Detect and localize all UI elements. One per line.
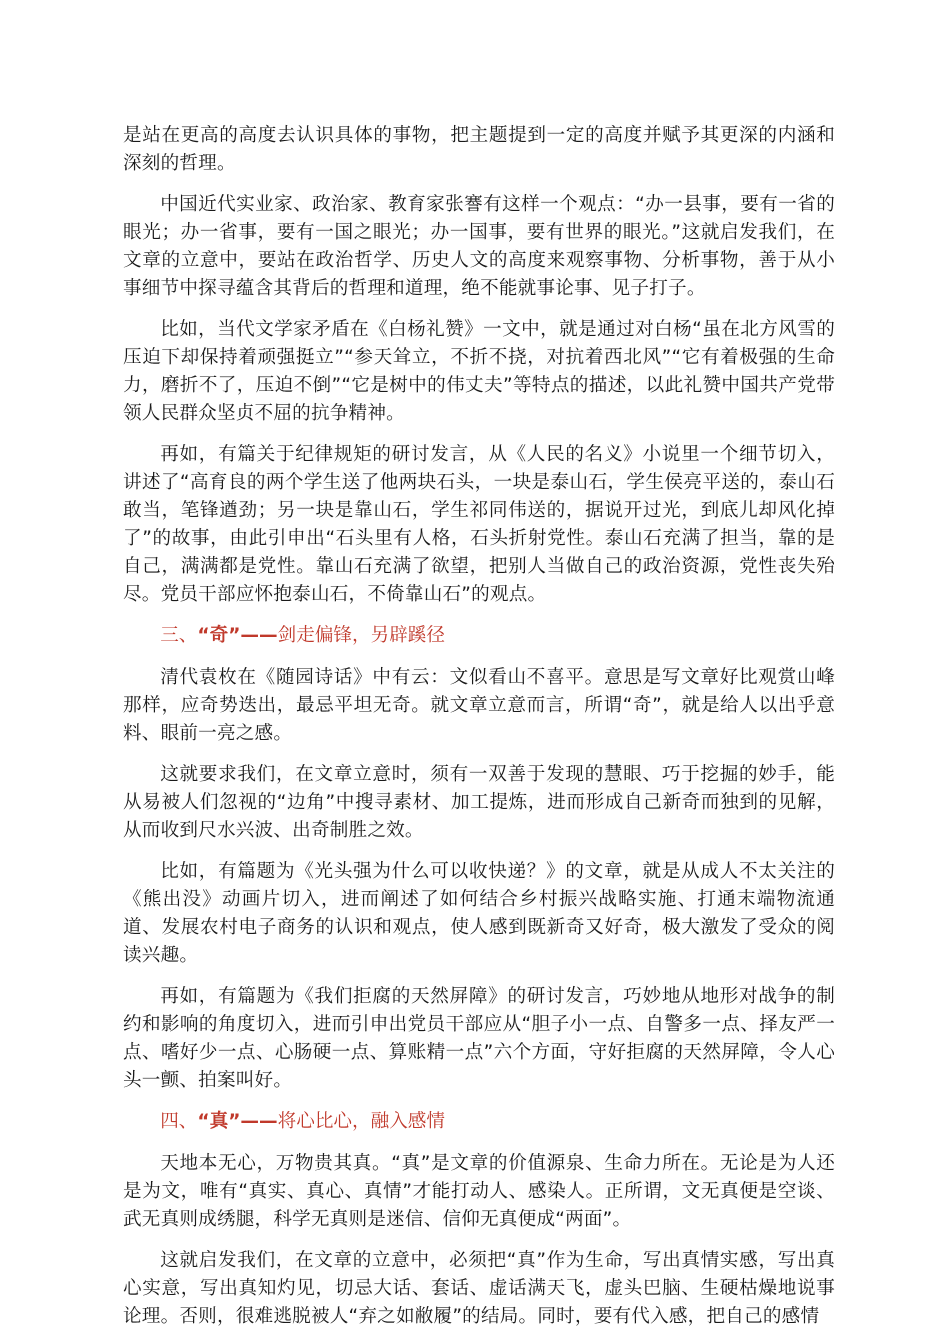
- section-heading-3: [123, 622, 835, 650]
- section-heading-3-text: 剑走偏锋，另辟蹊径: [277, 625, 445, 646]
- paragraph-9: 天地本无心，万物贵其真。“真”是文章的价值源泉、生命力所在。无论是为人还是为文，唯有“真实、真心、真情”才能打动人、感染人。正所谓，文无真便是空谈、武无真则成绣腿，科学无真则是迷信、信仰无真便成“两面”。: [123, 1153, 835, 1230]
- paragraph-1: 是站在更高的高度去认识具体的事物，把主题提到一定的高度并赋予其更深的内涵和深刻的哲理。: [123, 125, 835, 174]
- section-heading-4: [123, 1108, 835, 1136]
- paragraph-8: 再如，有篇题为《我们拒腐的天然屏障》的研讨发言，巧妙地从地形对战争的制约和影响的角度切入，进而引申出党员干部应从“胆子小一点、自警多一点、择友严一点、嗜好少一点、心肠硬一点、算账精一点”六个方面，守好拒腐的天然屏障，令人心头一颤、拍案叫好。: [123, 986, 835, 1091]
- section-heading-3-keyword: “奇”——: [197, 625, 278, 646]
- paragraph-3: 比如，当代文学家矛盾在《白杨礼赞》一文中，就是通过对白杨“虽在北方风雪的压迫下却保持着顽强挺立”“参天耸立，不折不挠，对抗着西北风”“它有着极强的生命力，磨折不了，压迫不倒”“它是树中的伟丈夫”等特点的描述，以此礼赞中国共产党带领人民群众坚贞不屈的抗争精神。: [123, 319, 835, 424]
- paragraph-7: 比如，有篇题为《光头强为什么可以收快递？》的文章，就是从成人不太关注的《熊出没》动画片切入，进而阐述了如何结合乡村振兴战略实施、打通末端物流通道、发展农村电子商务的认识和观点，使人感到既新奇又好奇，极大激发了受众的阅读兴趣。: [123, 861, 835, 966]
- section-heading-4-text: 将心比心，融入感情: [277, 1111, 445, 1132]
- paragraph-10: 这就启发我们，在文章的立意中，必须把“真”作为生命，写出真情实感，写出真心实意，写出真知灼见，切忌大话、套话、虚话满天飞，虚头巴脑、生硬枯燥地说事论理。否则，很难逃脱被人“弃之如敝履”的结局。同时，要有代入感，把自己的感情: [123, 1250, 835, 1327]
- section-heading-3-prefix: 三、: [160, 625, 198, 646]
- section-heading-4-keyword: “真”——: [197, 1111, 278, 1132]
- section-heading-4-prefix: 四、: [160, 1111, 198, 1132]
- paragraph-6: 这就要求我们，在文章立意时，须有一双善于发现的慧眼、巧于挖掘的妙手，能从易被人们忽视的“边角”中搜寻素材、加工提炼，进而形成自己新奇而独到的见解，从而收到尺水兴波、出奇制胜之效。: [123, 764, 835, 841]
- document-page: [123, 122, 835, 1344]
- paragraph-4: 再如，有篇关于纪律规矩的研讨发言，从《人民的名义》小说里一个细节切入，讲述了“高育良的两个学生送了他两块石头，一块是泰山石，学生侯亮平送的，泰山石敢当，笔锋遒劲；另一块是靠山石，学生祁同伟送的，据说开过光，到底儿却风化掉了”的故事，由此引申出“石头里有人格，石头折射党性。泰山石充满了担当，靠的是自己，满满都是党性。靠山石充满了欲望，把别人当做自己的政治资源，党性丧失殆尽。党员干部应怀抱泰山石，不倚靠山石”的观点。: [123, 444, 835, 605]
- paragraph-5: 清代袁枚在《随园诗话》中有云：文似看山不喜平。意思是写文章好比观赏山峰那样，应奇势迭出，最忌平坦无奇。就文章立意而言，所谓“奇”，就是给人以出乎意料、眼前一亮之感。: [123, 667, 835, 744]
- paragraph-2: 中国近代实业家、政治家、教育家张謇有这样一个观点：“办一县事，要有一省的眼光；办一省事，要有一国之眼光；办一国事，要有世界的眼光。”这就启发我们，在文章的立意中，要站在政治哲学、历史人文的高度来观察事物、分析事物，善于从小事细节中探寻蕴含其背后的哲理和道理，绝不能就事论事、见子打子。: [123, 194, 835, 299]
